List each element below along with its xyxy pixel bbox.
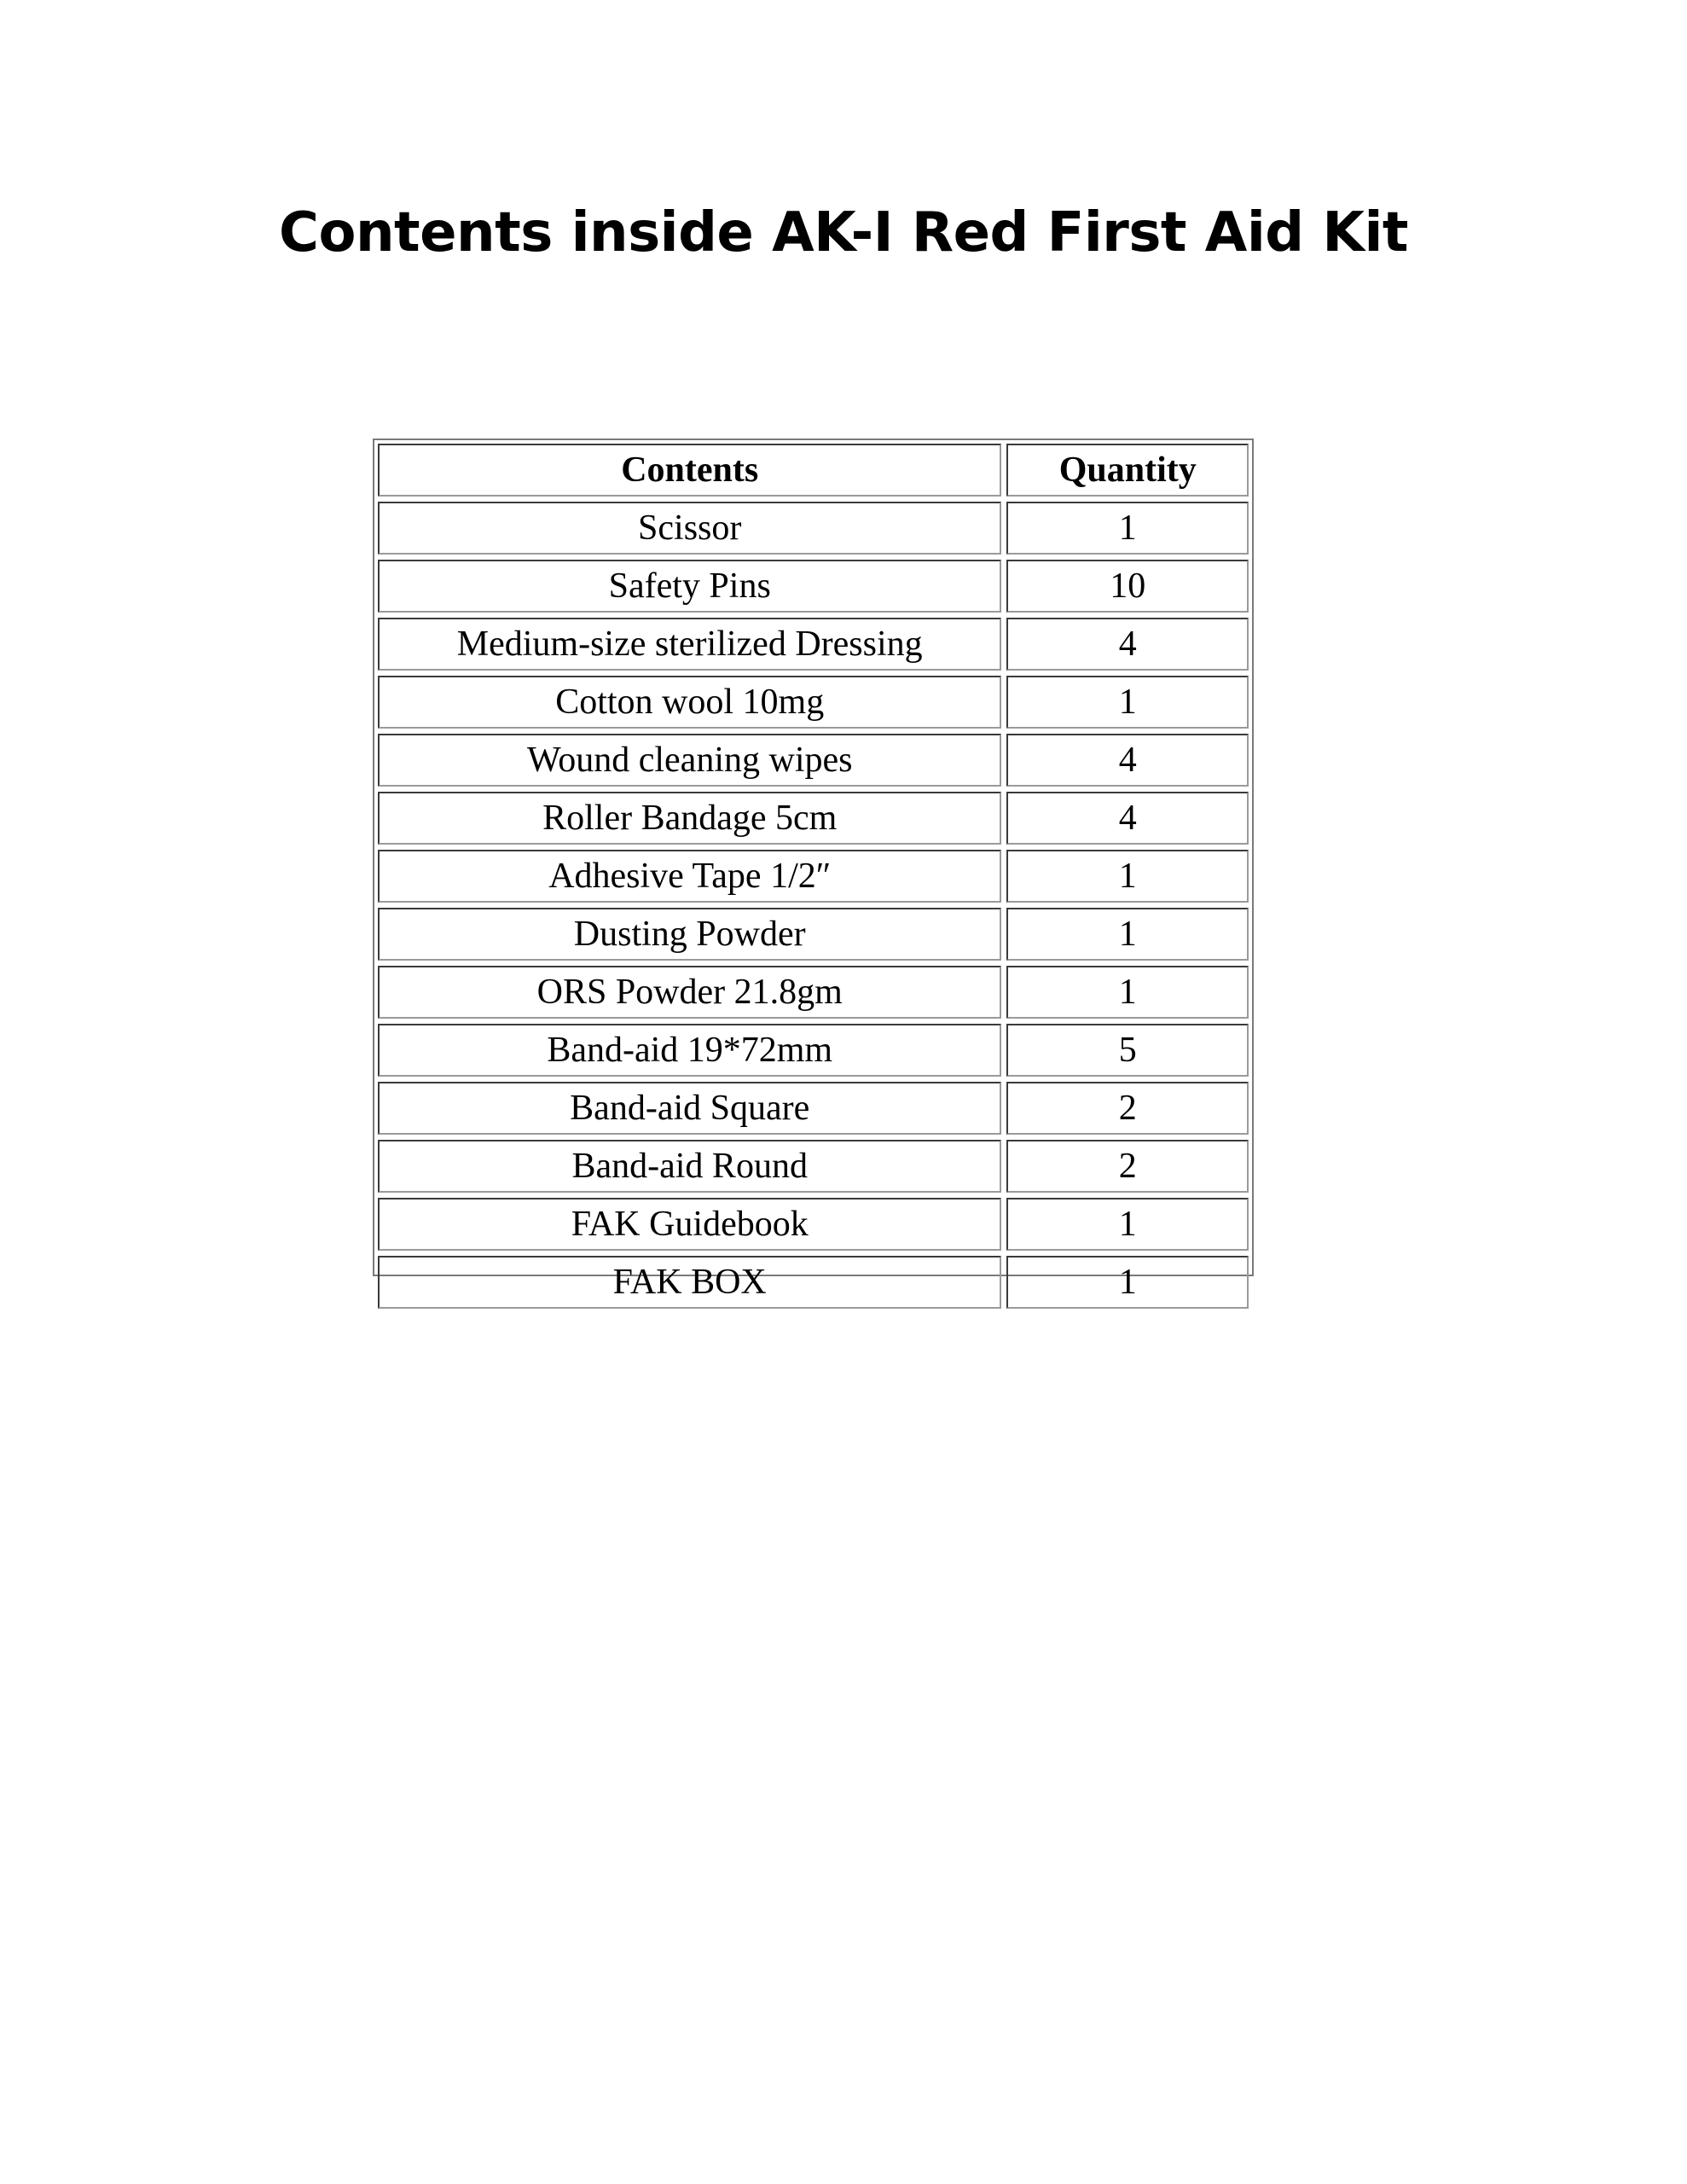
item-quantity: 4 bbox=[1006, 734, 1249, 787]
table-row bbox=[378, 966, 1249, 1019]
item-name: Adhesive Tape 1/2″ bbox=[378, 850, 1001, 903]
table-row bbox=[378, 908, 1249, 961]
item-name: ORS Powder 21.8gm bbox=[378, 966, 1001, 1019]
item-name: FAK BOX bbox=[378, 1256, 1001, 1309]
item-name: Medium-size sterilized Dressing bbox=[378, 618, 1001, 671]
item-quantity: 2 bbox=[1006, 1140, 1249, 1193]
item-name: Band-aid Square bbox=[378, 1082, 1001, 1135]
table-row bbox=[378, 560, 1249, 613]
item-quantity: 4 bbox=[1006, 792, 1249, 845]
header-contents: Contents bbox=[378, 444, 1001, 497]
table-row bbox=[378, 1024, 1249, 1077]
item-name: Cotton wool 10mg bbox=[378, 676, 1001, 729]
item-quantity: 1 bbox=[1006, 850, 1249, 903]
item-quantity: 1 bbox=[1006, 676, 1249, 729]
item-quantity: 1 bbox=[1006, 908, 1249, 961]
table-row bbox=[378, 618, 1249, 671]
item-quantity: 2 bbox=[1006, 1082, 1249, 1135]
item-name: Band-aid Round bbox=[378, 1140, 1001, 1193]
item-quantity: 5 bbox=[1006, 1024, 1249, 1077]
item-name: Dusting Powder bbox=[378, 908, 1001, 961]
contents-table-frame bbox=[373, 439, 1254, 1302]
item-quantity: 1 bbox=[1006, 966, 1249, 1019]
item-quantity: 1 bbox=[1006, 502, 1249, 555]
table-row bbox=[378, 734, 1249, 787]
item-name: Band-aid 19*72mm bbox=[378, 1024, 1001, 1077]
table-row bbox=[378, 1140, 1249, 1193]
table-row bbox=[378, 1256, 1249, 1309]
table-row bbox=[378, 792, 1249, 845]
item-quantity: 4 bbox=[1006, 618, 1249, 671]
table-row bbox=[378, 1082, 1249, 1135]
table-row bbox=[378, 502, 1249, 555]
page-title: Contents inside AK-I Red First Aid Kit bbox=[279, 201, 1408, 264]
item-name: Safety Pins bbox=[378, 560, 1001, 613]
item-quantity: 10 bbox=[1006, 560, 1249, 613]
item-quantity: 1 bbox=[1006, 1198, 1249, 1251]
item-name: FAK Guidebook bbox=[378, 1198, 1001, 1251]
item-name: Roller Bandage 5cm bbox=[378, 792, 1001, 845]
table-row bbox=[378, 1198, 1249, 1251]
header-quantity: Quantity bbox=[1006, 444, 1249, 497]
table-row bbox=[378, 676, 1249, 729]
item-quantity: 1 bbox=[1006, 1256, 1249, 1309]
contents-table bbox=[373, 439, 1254, 1314]
table-header-row bbox=[378, 444, 1249, 497]
item-name: Scissor bbox=[378, 502, 1001, 555]
item-name: Wound cleaning wipes bbox=[378, 734, 1001, 787]
table-row bbox=[378, 850, 1249, 903]
